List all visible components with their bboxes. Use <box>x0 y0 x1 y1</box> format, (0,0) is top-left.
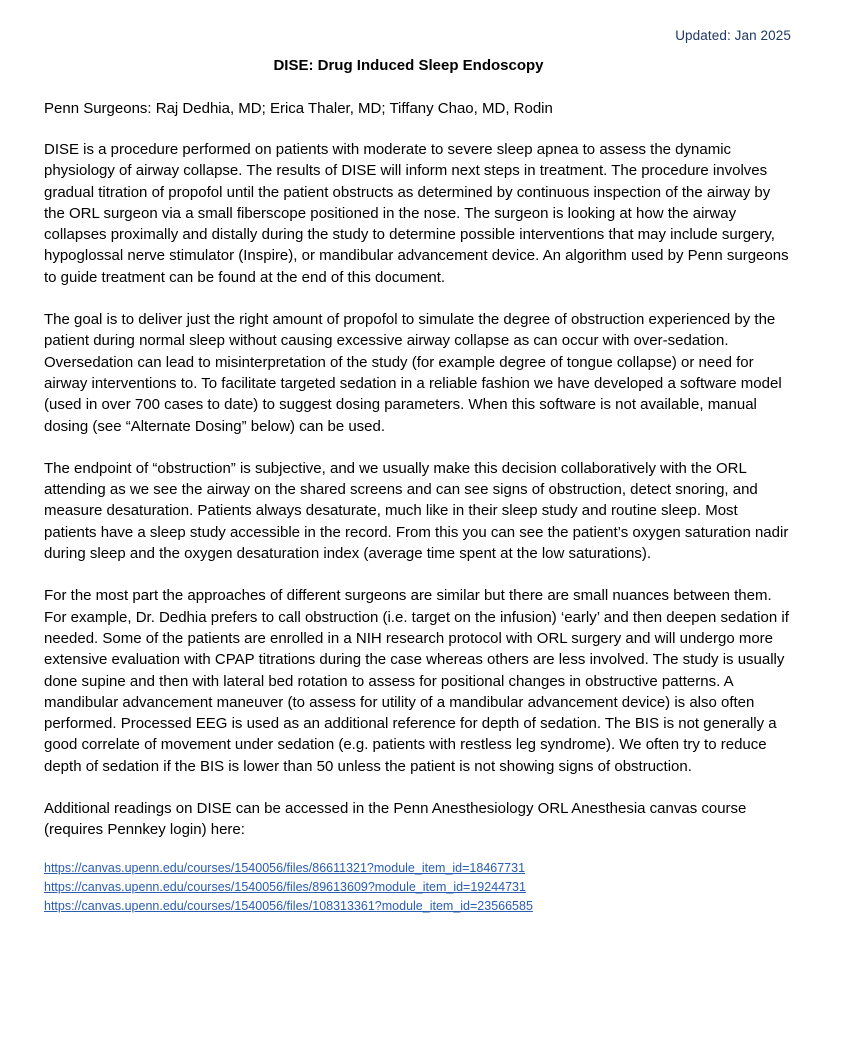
paragraph-endpoint: The endpoint of “obstruction” is subjective, and we usually make this decision collaboratively with the ORL attending as we see the airway on the shared screens and can see signs of obstruction, detect snoring, and measure desaturation. Patients always desaturate, much like in their sleep study and routine sleep. Most patients have a sleep study accessible in the record. From this you can see the patient’s oxygen saturation nadir during sleep and the oxygen desaturation index (average time spent at the low saturations). <box>44 459 789 563</box>
surgeons-line: Penn Surgeons: Raj Dedhia, MD; Erica Thaler, MD; Tiffany Chao, MD, Rodin <box>44 100 553 117</box>
paragraph-goal: The goal is to deliver just the right amount of propofol to simulate the degree of obstruction experienced by the patient during normal sleep without causing excessive airway collapse as can occur with over-sedation. Oversedation can lead to misinterpretation of the study (for example degree of tongue collapse) or need for airway interventions to. To facilitate targeted sedation in a reliable fashion we have developed a software model (used in over 700 cases to date) to suggest dosing parameters. When this software is not available, manual dosing (see “Alternate Dosing” below) can be used. <box>44 311 782 435</box>
link-item[interactable]: https://canvas.upenn.edu/courses/1540056/files/89613609?module_item_id=19244731 <box>44 879 526 894</box>
page-title: DISE: Drug Induced Sleep Endoscopy <box>273 57 544 74</box>
paragraph-approaches: For the most part the approaches of different surgeons are similar but there are small nuances between them. For example, Dr. Dedhia prefers to call obstruction (i.e. target on the infusion) ‘early’ and then deepen sedation if needed. Some of the patients are enrolled in a NIH research protocol with ORL surgery and will undergo more extensive evaluation with CPAP titrations during the case whereas others are less involved. The study is usually done supine and then with lateral bed rotation to assess for positional changes in obstructive patterns. A mandibular advancement maneuver (to assess for utility of a mandibular advancement device) is also often performed. Processed EEG is used as an additional reference for depth of sedation. The BIS is not generally a good correlate of movement under sedation (e.g. patients with restless leg syndrome). We often try to reduce depth of sedation if the BIS is lower than 50 unless the patient is not showing signs of obstruction. <box>44 587 789 775</box>
updated-date: Updated: Jan 2025 <box>675 28 791 43</box>
paragraph-overview: DISE is a procedure performed on patients with moderate to severe sleep apnea to assess the dynamic physiology of airway collapse. The results of DISE will inform next steps in treatment. The procedure involves gradual titration of propofol until the patient obstructs as determined by continuous inspection of the airway by the ORL surgeon via a small fiberscope positioned in the nose. The surgeon is looking at how the airway collapses proximally and distally during the study to determine possible interventions that may include surgery, hypoglossal nerve stimulator (Inspire), or mandibular advancement device. An algorithm used by Penn surgeons to guide treatment can be found at the end of this document. <box>44 141 789 286</box>
canvas-links-list <box>44 859 791 916</box>
link-item[interactable]: https://canvas.upenn.edu/courses/1540056/files/108313361?module_item_id=23566585 <box>44 898 533 913</box>
paragraph-additional-readings: Additional readings on DISE can be accessed in the Penn Anesthesiology ORL Anesthesia canvas course (requires Pennkey login) here: <box>44 800 747 839</box>
link-item[interactable]: https://canvas.upenn.edu/courses/1540056/files/86611321?module_item_id=18467731 <box>44 860 526 875</box>
